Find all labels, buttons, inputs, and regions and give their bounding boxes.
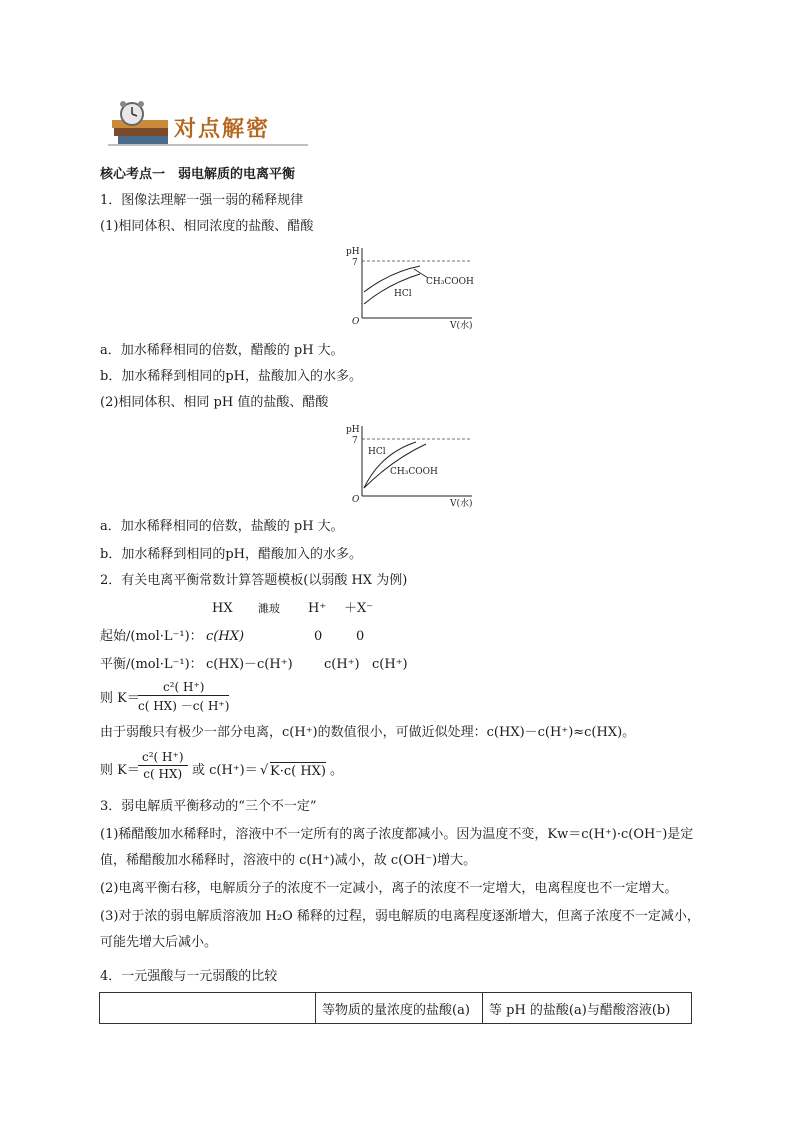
k2-end: 。 [330,763,344,778]
table-header-equal-concentration: 等物质的量浓度的盐酸(a) [316,993,483,1024]
equilibrium-h: c(H⁺) [324,657,360,672]
table-header-empty [100,993,316,1024]
item-2: 2．有关电离平衡常数计算答题模板(以弱酸 HX 为例) [100,573,408,588]
curve-label-hcl: HCl [368,447,386,457]
item-1-2-a: a．加水稀释相同的倍数，盐酸的 pH 大。 [100,519,344,534]
k2-prefix: 则 K＝ [100,763,140,778]
y-axis-label: pH [346,247,360,257]
item-3: 3．弱电解质平衡移动的“三个不一定” [100,799,317,814]
origin-label: O [352,495,360,505]
equilibrium-label: 平衡/(mol·L⁻¹)： [100,657,203,672]
dilution-chart-same-ph [340,420,480,512]
table-header-equal-ph: 等 pH 的盐酸(a)与醋酸溶液(b) [483,993,692,1024]
item-3-2: (2)电离平衡右移，电解质分子的浓度不一定减小，离子的浓度不一定增大，电离程度也不一定增大。 [100,881,678,896]
section-heading: 核心考点一 弱电解质的电离平衡 [100,167,296,182]
y-axis-label: pH [346,425,360,435]
eq-hx: HX [212,601,233,616]
approx-text: 由于弱酸只有极少一部分电离，c(H⁺)的数值很小，可做近似处理：c(HX)－c(H⁺)≈c(HX)。 [100,725,636,740]
k-numerator: c²( H⁺) [138,680,229,696]
eq-h: H⁺ [308,601,327,616]
k2-numerator: c²( H⁺) [138,750,188,766]
item-3-3-line-1: (3)对于浓的弱电解质溶液加 H₂O 稀释的过程，弱电解质的电离程度逐渐增大，但离子浓度不一定减小， [100,909,700,924]
k2-mid: 或 c(H⁺)＝ [192,763,258,778]
curve-label-ch3cooh: CH₃COOH [390,467,438,477]
item-1-b: b．加水稀释到相同的pH，盐酸加入的水多。 [100,369,362,384]
banner-underline [108,142,308,148]
curve-label-hcl: HCl [394,289,412,299]
k-prefix: 则 K＝ [100,691,140,706]
dilution-chart-same-concentration [340,242,480,334]
k-denominator: c( HX) －c( H⁺) [138,699,230,713]
start-hx: c(HX) [206,629,245,644]
banner [108,100,308,148]
origin-label: O [352,317,360,327]
item-3-3-line-2: 可能先增大后减小。 [100,935,218,950]
start-x: 0 [356,629,365,644]
comparison-table [99,992,692,1024]
eq-arrow: 濉玻 [258,602,280,615]
curve-label-ch3cooh: CH₃COOH [426,277,474,287]
item-1: 1．图像法理解一强一弱的稀释规律 [100,193,304,208]
start-label: 起始/(mol·L⁻¹)： [100,629,203,644]
start-h: 0 [314,629,323,644]
item-1-1: (1)相同体积、相同浓度的盐酸、醋酸 [100,219,314,234]
x-axis-label: V(水) [450,499,473,509]
ph7-tick: 7 [352,258,358,268]
equilibrium-hx: c(HX)－c(H⁺) [206,657,293,672]
item-4: 4．一元强酸与一元弱酸的比较 [100,969,278,984]
item-1-2: (2)相同体积、相同 pH 值的盐酸、醋酸 [100,395,329,410]
k2-sqrt-content: K·c( HX) [270,764,326,779]
equilibrium-x: c(H⁺) [372,657,408,672]
sqrt-sign: √ [260,763,269,778]
item-3-1-line-1: (1)稀醋酸加水稀释时，溶液中不一定所有的离子浓度都减小。因为温度不变，Kw＝c(H⁺)·c(OH⁻)是定 [100,827,694,842]
alarm-clock-on-books-icon [108,100,172,148]
eq-x: ＋X⁻ [344,601,374,616]
x-axis-label: V(水) [450,321,473,331]
banner-title: 对点解密 [174,117,271,142]
k2-fraction [138,750,188,781]
table-header-row [100,993,692,1024]
item-3-1-line-2: 值，稀醋酸加水稀释时，溶液中的 c(H⁺)减小，故 c(OH⁻)增大。 [100,853,477,868]
k2-denominator: c( HX) [143,767,183,781]
k-fraction [138,680,229,714]
item-1-2-b: b．加水稀释到相同的pH，醋酸加入的水多。 [100,547,362,562]
ph7-tick: 7 [352,436,358,446]
item-1-a: a．加水稀释相同的倍数，醋酸的 pH 大。 [100,343,344,358]
